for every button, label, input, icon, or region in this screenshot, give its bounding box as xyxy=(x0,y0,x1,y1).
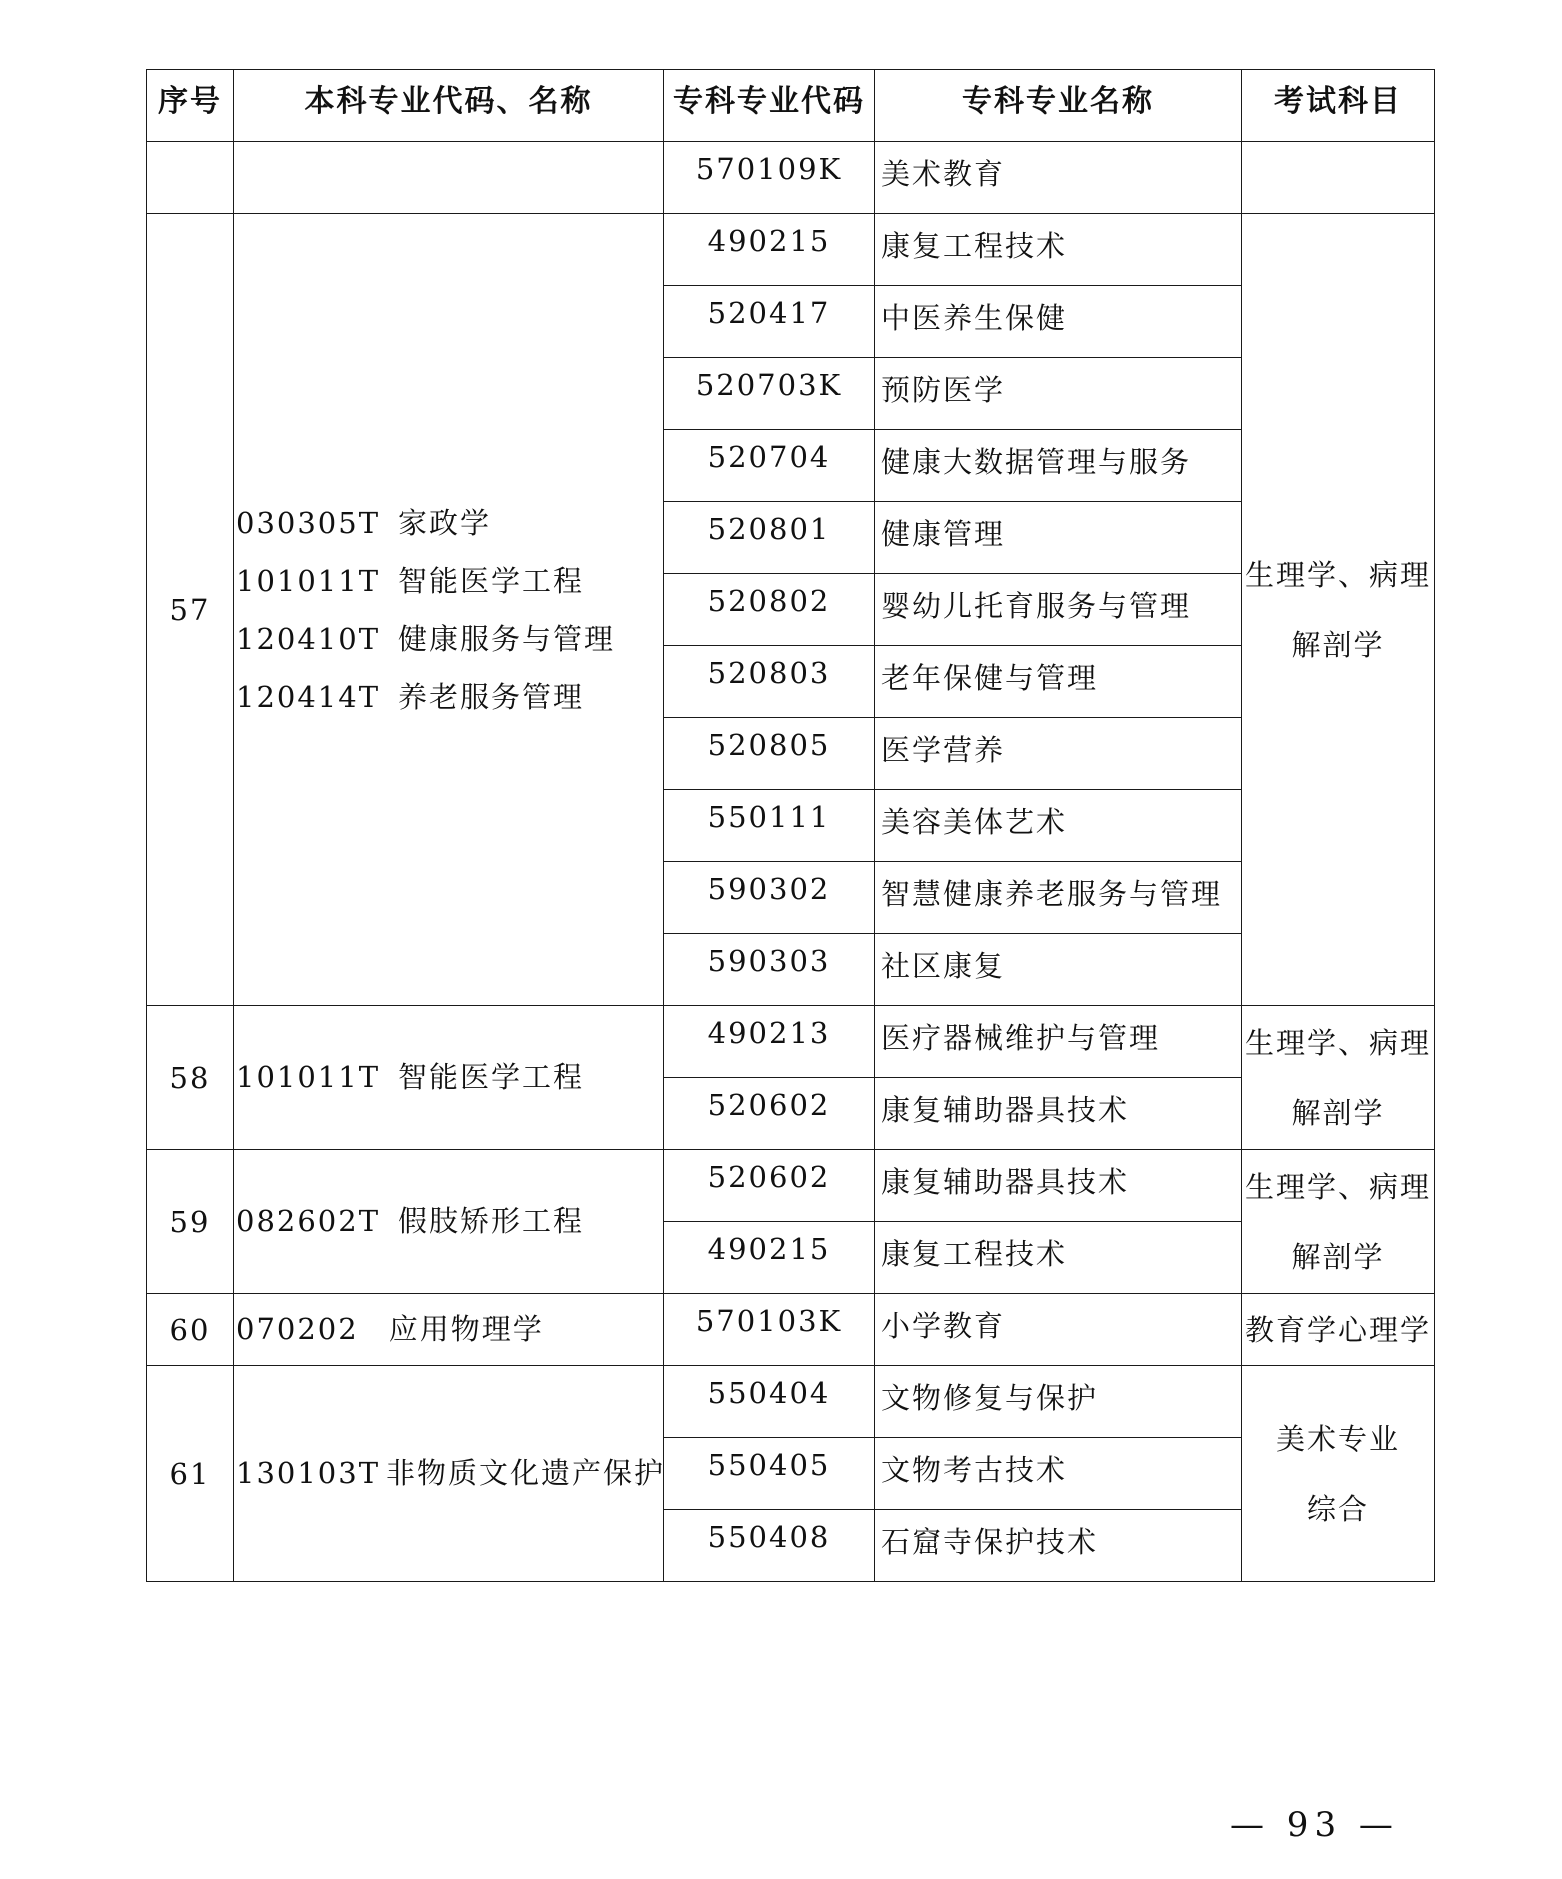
vocational-code: 520803 xyxy=(664,646,875,718)
vocational-code: 520602 xyxy=(664,1078,875,1150)
bachelor-name: 智能医学工程 xyxy=(398,563,585,598)
vocational-code: 550408 xyxy=(664,1510,875,1582)
seq-cell: 61 xyxy=(147,1366,234,1582)
vocational-name: 健康大数据管理与服务 xyxy=(875,430,1242,502)
vocational-name: 健康管理 xyxy=(875,502,1242,574)
vocational-code: 520602 xyxy=(664,1150,875,1222)
bachelor-cell xyxy=(234,1150,664,1294)
header-name: 专科专业名称 xyxy=(875,70,1242,142)
vocational-code: 490215 xyxy=(664,1222,875,1294)
vocational-code: 490213 xyxy=(664,1006,875,1078)
vocational-code: 570103K xyxy=(664,1294,875,1366)
bachelor-code: 070202 xyxy=(236,1312,359,1346)
subject-line: 解剖学 xyxy=(1291,1095,1385,1130)
table-row xyxy=(147,214,1435,286)
bachelor-cell xyxy=(234,1006,664,1150)
subject-line: 解剖学 xyxy=(1291,627,1385,662)
bachelor-code: 101011T xyxy=(236,1060,381,1094)
vocational-name: 医学营养 xyxy=(875,718,1242,790)
vocational-name: 康复辅助器具技术 xyxy=(875,1078,1242,1150)
vocational-name: 中医养生保健 xyxy=(875,286,1242,358)
subject-cell xyxy=(1242,214,1435,1006)
vocational-name: 医疗器械维护与管理 xyxy=(875,1006,1242,1078)
header-bachelor: 本科专业代码、名称 xyxy=(234,70,664,142)
seq-cell: 59 xyxy=(147,1150,234,1294)
vocational-name: 小学教育 xyxy=(875,1294,1242,1366)
vocational-code: 590302 xyxy=(664,862,875,934)
header-seq: 序号 xyxy=(147,70,234,142)
bachelor-name: 非物质文化遗产保护 xyxy=(386,1456,666,1490)
vocational-code: 590303 xyxy=(664,934,875,1006)
table-row xyxy=(147,1006,1435,1078)
bachelor-major xyxy=(236,1043,663,1112)
bachelor-major xyxy=(236,1187,663,1256)
bachelor-cell xyxy=(234,214,664,1006)
subject-line: 解剖学 xyxy=(1291,1239,1385,1274)
vocational-code: 520703K xyxy=(664,358,875,430)
vocational-name: 老年保健与管理 xyxy=(875,646,1242,718)
subject-line: 生理学、病理 xyxy=(1244,1169,1431,1204)
table-body xyxy=(147,142,1435,1582)
vocational-name: 美术教育 xyxy=(875,142,1242,214)
vocational-code: 570109K xyxy=(664,142,875,214)
vocational-name: 石窟寺保护技术 xyxy=(875,1510,1242,1582)
subject-cell xyxy=(1242,142,1435,214)
vocational-code: 520805 xyxy=(664,718,875,790)
seq-cell: 58 xyxy=(147,1006,234,1150)
header-subject: 考试科目 xyxy=(1242,70,1435,142)
vocational-code: 550405 xyxy=(664,1438,875,1510)
header-code: 专科专业代码 xyxy=(664,70,875,142)
seq-cell: 60 xyxy=(147,1294,234,1366)
bachelor-name: 健康服务与管理 xyxy=(398,621,616,656)
subject-line: 生理学、病理 xyxy=(1244,557,1431,592)
vocational-name: 社区康复 xyxy=(875,934,1242,1006)
subject-line: 美术专业 xyxy=(1275,1421,1400,1456)
bachelor-code: 130103T xyxy=(236,1456,381,1490)
header-row xyxy=(147,70,1435,142)
vocational-code: 520801 xyxy=(664,502,875,574)
subject-line: 生理学、病理 xyxy=(1244,1025,1431,1060)
bachelor-cell xyxy=(234,1366,664,1582)
bachelor-major xyxy=(236,1295,663,1364)
vocational-name: 康复辅助器具技术 xyxy=(875,1150,1242,1222)
vocational-code: 520417 xyxy=(664,286,875,358)
vocational-code: 550111 xyxy=(664,790,875,862)
bachelor-major xyxy=(236,668,663,726)
subject-cell xyxy=(1242,1294,1435,1366)
subject-cell xyxy=(1242,1366,1435,1582)
vocational-code: 550404 xyxy=(664,1366,875,1438)
majors-table xyxy=(146,69,1435,1582)
vocational-name: 文物考古技术 xyxy=(875,1438,1242,1510)
subject-cell xyxy=(1242,1006,1435,1150)
bachelor-code: 082602T xyxy=(236,1204,381,1238)
vocational-name: 康复工程技术 xyxy=(875,214,1242,286)
vocational-name: 康复工程技术 xyxy=(875,1222,1242,1294)
bachelor-name: 养老服务管理 xyxy=(398,679,585,714)
bachelor-major xyxy=(236,552,663,610)
bachelor-name: 家政学 xyxy=(398,505,492,540)
bachelor-code: 120414T xyxy=(236,679,381,714)
bachelor-name: 应用物理学 xyxy=(388,1312,544,1346)
table-row xyxy=(147,1294,1435,1366)
table-row xyxy=(147,1366,1435,1438)
vocational-name: 预防医学 xyxy=(875,358,1242,430)
table-row xyxy=(147,1150,1435,1222)
table-row xyxy=(147,142,1435,214)
vocational-code: 520704 xyxy=(664,430,875,502)
bachelor-major xyxy=(236,1439,666,1508)
bachelor-name: 假肢矫形工程 xyxy=(398,1204,585,1238)
vocational-code: 490215 xyxy=(664,214,875,286)
bachelor-major xyxy=(236,494,663,552)
subject-line: 教育学心理学 xyxy=(1244,1312,1431,1347)
bachelor-cell xyxy=(234,1294,664,1366)
bachelor-major xyxy=(236,610,663,668)
bachelor-cell xyxy=(234,142,664,214)
bachelor-code: 101011T xyxy=(236,563,381,598)
bachelor-name: 智能医学工程 xyxy=(398,1060,585,1094)
vocational-name: 美容美体艺术 xyxy=(875,790,1242,862)
bachelor-code: 120410T xyxy=(236,621,381,656)
vocational-name: 文物修复与保护 xyxy=(875,1366,1242,1438)
vocational-name: 婴幼儿托育服务与管理 xyxy=(875,574,1242,646)
vocational-name: 智慧健康养老服务与管理 xyxy=(875,862,1242,934)
seq-cell xyxy=(147,142,234,214)
page-number: — 93 — xyxy=(1230,1805,1399,1845)
vocational-code: 520802 xyxy=(664,574,875,646)
seq-cell: 57 xyxy=(147,214,234,1006)
bachelor-code: 030305T xyxy=(236,505,381,540)
subject-line: 综合 xyxy=(1306,1491,1369,1526)
subject-cell xyxy=(1242,1150,1435,1294)
